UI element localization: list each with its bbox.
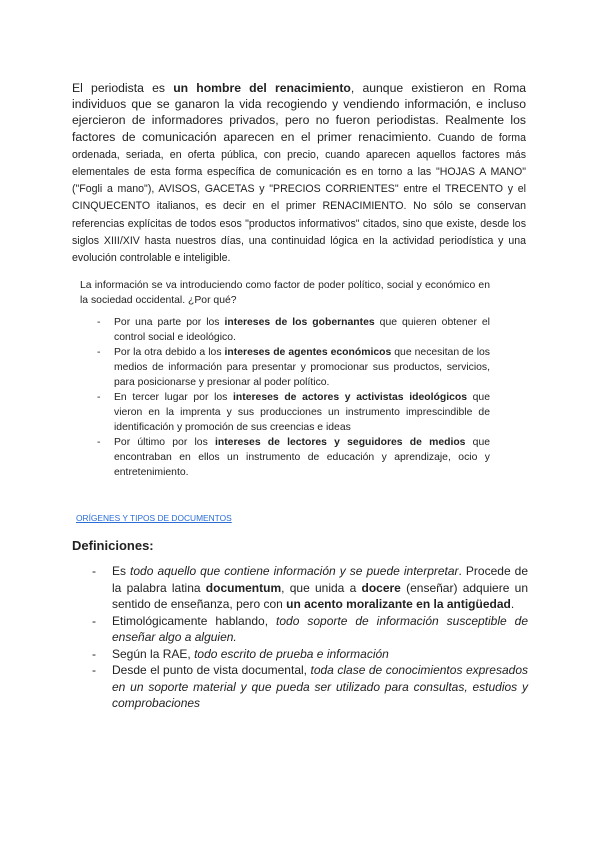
bold-run: intereses de actores y activistas ideológicos — [233, 392, 467, 403]
text-run: . — [510, 597, 515, 611]
italic-run: todo soporte de información susceptible de enseñar algo a alguien. — [112, 613, 528, 644]
text-run: Es — [112, 564, 131, 578]
bold-run: documentum — [205, 580, 282, 595]
list-item — [112, 613, 528, 646]
italic-run: todo aquello que contiene información y se puede interpretar — [130, 564, 459, 578]
reasons-list — [114, 315, 490, 480]
bold-run: intereses de agentes económicos — [224, 347, 392, 358]
text-run: que vieron en la imprenta y sus producciones un instrumento imprescindible de identificación y promoción de sus creencias e ideas — [114, 392, 490, 433]
text-run: Según la RAE, — [112, 646, 195, 661]
list-item — [114, 345, 490, 390]
list-item — [112, 563, 528, 613]
text-run: Por una parte por los — [114, 317, 225, 328]
text-run: que encontraban en ellos un instrumento de educación y aprendizaje, ocio y entretenimiento. — [114, 437, 490, 478]
list-item — [114, 315, 490, 345]
list-item — [112, 646, 528, 663]
definitions-title: Definiciones: — [72, 538, 154, 553]
text-run: Por último por los — [114, 437, 215, 448]
text-run: que quieren obtener el control social e ideológico. — [114, 317, 490, 343]
bold-run: intereses de los gobernantes — [224, 317, 375, 328]
question-paragraph: La información se va introduciendo como factor de poder político, social y económico en la sociedad occidental. ¿Por qué? — [80, 280, 490, 306]
bold-run: un acento moralizante en la antigüedad — [286, 597, 511, 611]
list-item — [112, 662, 528, 712]
text-run: (enseñar) adquiere un sentido de enseñanza, pero con — [112, 580, 528, 611]
bold-run: docere — [361, 580, 401, 595]
text-run: . Procede de la palabra latina — [112, 564, 528, 595]
text-run: Desde el punto de vista documental, — [112, 663, 311, 677]
bold-run: intereses de lectores y seguidores de medios — [214, 437, 466, 448]
bold-run: un hombre del renacimiento — [173, 81, 351, 95]
italic-run: todo escrito de prueba e información — [194, 646, 389, 661]
list-item — [114, 390, 490, 435]
definitions-list — [112, 563, 528, 712]
text-run: , aunque existieron en Roma individuos que se ganaron la vida recogiendo y vendiendo información, e incluso ejercieron de informadores privados, pero no fueron periodistas. Realmente los factores de comunicación aparecen en el primer renacimiento. — [72, 81, 526, 144]
small-text-run: Cuando de forma ordenada, seriada, en oferta pública, con precio, cuando aparecen aquellos factores más elementales de esta forma específica de comunicación es en torno a las "HOJAS A MANO" ("Fogli a mano"), AVISOS, GACETAS y "PRECIOS CORRIENTES" entre el TRECENTO y el CINQUECENTO italianos, es decir en el primer RENACIMIENTO. No sólo se conservan referencias explícitas de todos esos "productos informativos" citados, sino que existe, desde los siglos XIII/XIV hasta nuestros días, una continuidad lógica en la actividad periodística y una evolución controlable e inteligible. — [72, 131, 526, 265]
intro-paragraph — [72, 80, 526, 266]
text-run: que necesitan de los medios de información para presentar y promocionar sus productos, servicios, para posicionarse y presionar al poder político. — [114, 347, 490, 388]
text-run: Por la otra debido a los — [114, 347, 225, 358]
text-run: Etimológicamente hablando, — [112, 613, 277, 628]
text-run: , que unida a — [281, 580, 362, 595]
text-run: En tercer lugar por los — [114, 392, 234, 403]
section-heading-link[interactable]: ORÍGENES Y TIPOS DE DOCUMENTOS — [76, 513, 232, 523]
text-run: El periodista es — [72, 81, 174, 95]
list-item — [114, 435, 490, 480]
italic-run: toda clase de conocimientos expresados en un soporte material y que pueda ser utilizado para consultas, estudios y comprobaciones — [112, 663, 528, 710]
